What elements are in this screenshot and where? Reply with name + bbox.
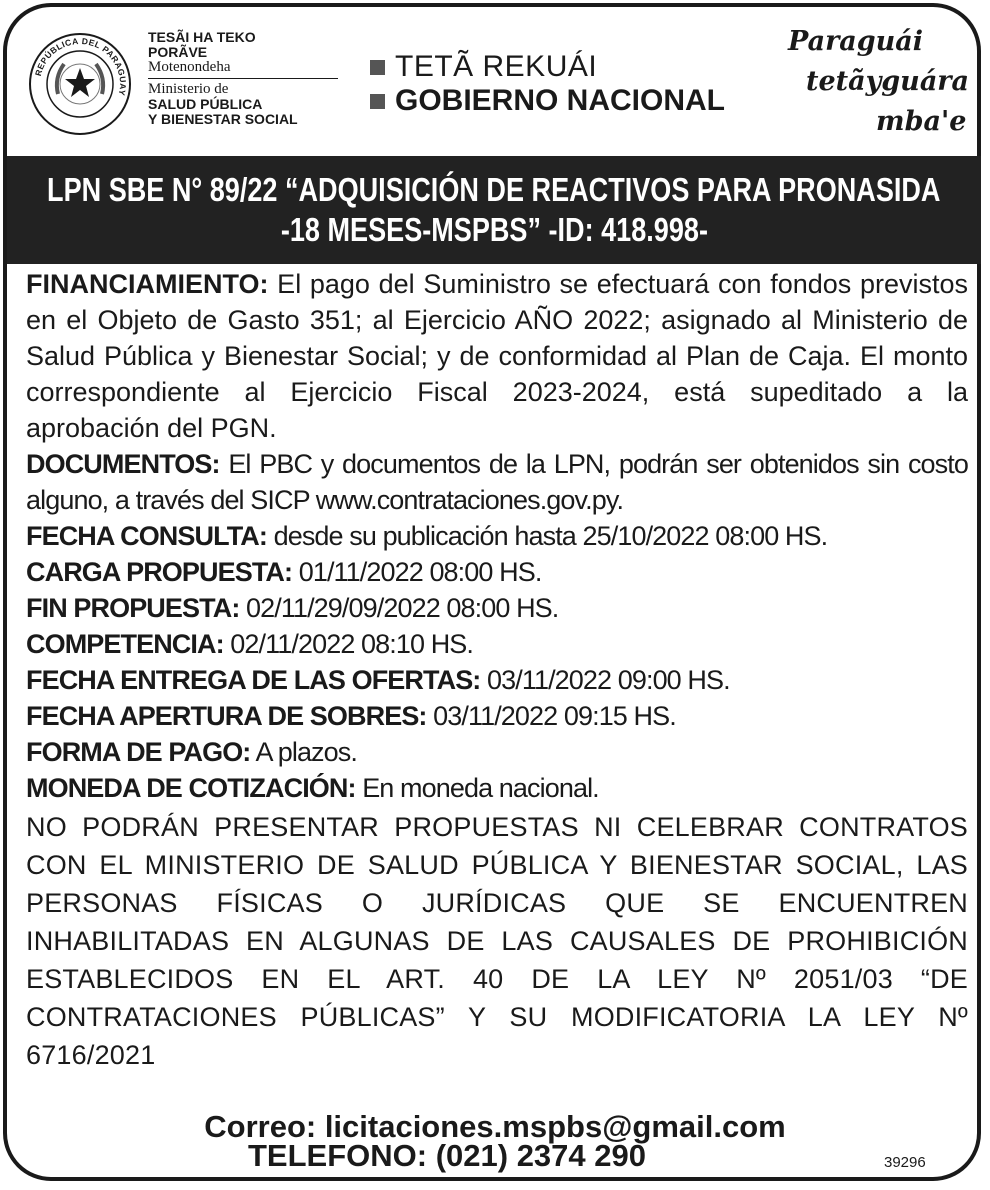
item-competencia — [26, 626, 968, 662]
slogan-line-2: tetãyguára — [806, 66, 970, 97]
notice-body — [26, 266, 968, 1074]
prohibicion-paragraph: NO PODRÁN PRESENTAR PROPUESTAS NI CELEBRAR CONTRATOS CON EL MINISTERIO DE SALUD PÚBLICA Y BIENESTAR SOCIAL, LAS PERSONAS FÍSICAS O JURÍDICAS QUE SE ENCUENTREN INHABILITADAS EN ALGUNAS DE LAS CAUSALES DE PROHIBICIÓN ESTABLECIDOS EN EL ART. 40 DE LA LEY Nº 2051/03 “DE CONTRATACIONES PÚBLICAS” Y SU MODIFICATORIA LA LEY Nº 6716/2021 — [26, 812, 968, 1070]
item-label: FECHA APERTURA DE SOBRES: — [26, 701, 427, 731]
header — [0, 0, 990, 155]
item-label: FORMA DE PAGO: — [26, 737, 251, 767]
item-value: 03/11/2022 09:00 HS. — [480, 665, 730, 695]
title-banner — [7, 156, 981, 264]
gov-line-1: TETÃ REKUÁI — [395, 50, 598, 83]
contact-phone: TELEFONO: (021) 2374 290 — [248, 1138, 646, 1173]
documentos-paragraph — [26, 446, 968, 518]
item-label: CARGA PROPUESTA: — [26, 557, 293, 587]
ministry-line-6: Y BIENESTAR SOCIAL — [148, 111, 298, 127]
square-bullet-icon — [370, 60, 385, 75]
ministry-line-1: TESÃI HA TEKO — [148, 29, 256, 45]
ministry-name — [148, 30, 348, 127]
slogan-line-3: mba'e — [876, 106, 967, 137]
slogan-line-1: Paraguái — [788, 26, 924, 57]
contact-email: Correo: licitaciones.mspbs@gmail.com — [204, 1109, 786, 1144]
item-fin-propuesta — [26, 590, 968, 626]
title-line-2: -18 MESES-MSPBS” -ID: 418.998- — [280, 211, 708, 248]
item-value: 02/11/2022 08:10 HS. — [223, 629, 474, 659]
documentos-text: El PBC y documentos de la LPN, podrán ser obtenidos sin costo alguno, a través del SICP www.contrataciones.gov.py. — [26, 449, 968, 515]
item-label: MONEDA DE COTIZACIÓN: — [26, 773, 356, 803]
item-value: 02/11/29/09/2022 08:00 HS. — [239, 593, 559, 623]
item-forma-pago — [26, 734, 968, 770]
item-label: COMPETENCIA: — [26, 629, 224, 659]
reference-number: 39296 — [884, 1154, 926, 1171]
square-bullet-icon — [370, 94, 385, 109]
ministry-line-2: PORÃVE — [148, 44, 208, 60]
item-fecha-apertura — [26, 698, 968, 734]
ministry-line-5: SALUD PÚBLICA — [148, 96, 263, 112]
item-value: 03/11/2022 09:15 HS. — [426, 701, 676, 731]
title-line-1: LPN SBE N° 89/22 “ADQUISICIÓN DE REACTIVOS PARA PRONASIDA — [47, 171, 941, 208]
government-label — [370, 50, 725, 118]
item-value: En moneda nacional. — [355, 773, 599, 803]
item-label: FIN PROPUESTA: — [26, 593, 240, 623]
item-moneda — [26, 770, 968, 806]
ministry-line-3: Motenondeha — [148, 59, 231, 75]
documentos-label: DOCUMENTOS: — [26, 449, 220, 479]
item-value: desde su publicación hasta 25/10/2022 08:00 HS. — [266, 521, 828, 551]
national-seal-logo — [28, 32, 132, 136]
item-label: FECHA ENTREGA DE LAS OFERTAS: — [26, 665, 481, 695]
slogan — [780, 22, 980, 142]
ministry-rule — [148, 78, 338, 79]
financiamiento-text: El pago del Suministro se efectuará con fondos previstos en el Objeto de Gasto 351; al Ejercicio AÑO 2022; asignado al Ministerio de Salud Pública y Bienestar Social; y de conformidad al Plan de Caja. El monto correspondiente al Ejercicio Fiscal 2023-2024, está supeditado a la aprobación del PGN. — [26, 269, 968, 443]
item-fecha-entrega — [26, 662, 968, 698]
financiamiento-label: FINANCIAMIENTO: — [26, 269, 269, 299]
item-fecha-consulta — [26, 518, 968, 554]
seal-text: REPÚBLICA DEL PARAGUAY — [32, 35, 129, 97]
ministry-line-4: Ministerio de — [148, 81, 229, 97]
item-value: A plazos. — [250, 737, 357, 767]
financiamiento-paragraph — [26, 266, 968, 446]
item-label: FECHA CONSULTA: — [26, 521, 267, 551]
gov-line-2: GOBIERNO NACIONAL — [395, 84, 725, 117]
item-carga-propuesta — [26, 554, 968, 590]
item-value: 01/11/2022 08:00 HS. — [292, 557, 542, 587]
